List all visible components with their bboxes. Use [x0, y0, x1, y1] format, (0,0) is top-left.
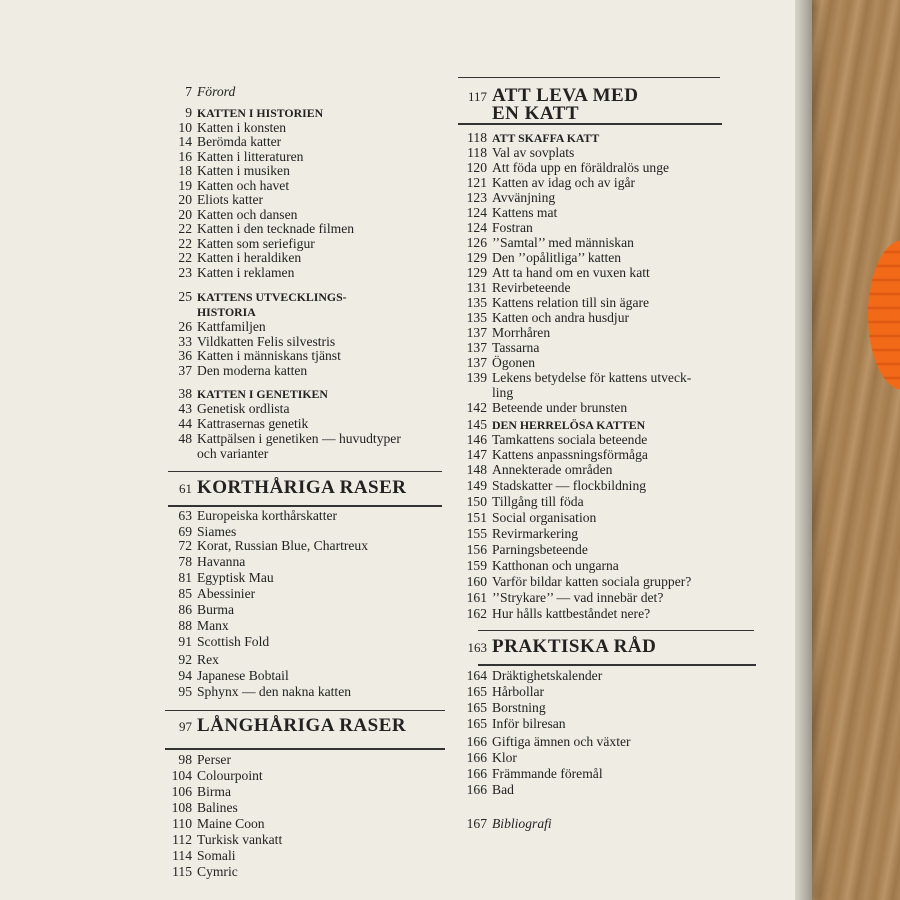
- entry-title: Katten och havet: [197, 178, 290, 193]
- section-title: PRAKTISKA RÅD: [492, 636, 657, 657]
- page-number: 147: [466, 447, 487, 462]
- toc-entry: [160, 386, 328, 402]
- page-number: 7: [185, 84, 192, 99]
- entry-title: Turkisk vankatt: [197, 832, 283, 847]
- page-number: 163: [467, 640, 487, 655]
- section-title: KATTENS UTVECKLINGS-: [197, 290, 347, 304]
- toc-entry: [455, 205, 557, 220]
- page-number: 146: [466, 432, 487, 447]
- entry-title: Social organisation: [492, 510, 597, 525]
- entry-title: Somali: [197, 848, 236, 863]
- toc-entry: [160, 800, 238, 815]
- page-number: 19: [178, 178, 192, 193]
- page-number: 166: [466, 734, 487, 749]
- page-number: 159: [466, 558, 487, 573]
- toc-entry: [160, 401, 290, 416]
- toc-entry: [160, 848, 236, 863]
- entry-title: Dräktighetskalender: [492, 668, 603, 683]
- toc-entry: [455, 145, 574, 160]
- page-number: 14: [178, 134, 192, 149]
- entry-title: Manx: [197, 618, 229, 633]
- entry-title: Egyptisk Mau: [197, 570, 274, 585]
- entry-title: Revirmarkering: [492, 526, 579, 541]
- toc-entry: [160, 634, 269, 649]
- page-number: 129: [466, 265, 487, 280]
- toc-entry: [160, 784, 231, 799]
- toc-entry: [160, 207, 297, 222]
- toc-entry: [455, 668, 602, 683]
- page-number: 120: [466, 160, 487, 175]
- toc-entry: [160, 250, 301, 265]
- entry-title: Katten i musiken: [197, 163, 290, 178]
- toc-entry: [160, 618, 229, 633]
- page-number: 126: [466, 235, 487, 250]
- entry-title: Burma: [197, 602, 234, 617]
- entry-title: Japanese Bobtail: [197, 668, 289, 683]
- entry-title: och varianter: [197, 446, 269, 461]
- entry-title: Varför bildar katten sociala grupper?: [492, 574, 692, 589]
- section-title: EN KATT: [492, 103, 580, 124]
- entry-title: Berömda katter: [197, 134, 282, 149]
- page-number: 139: [466, 370, 487, 385]
- entry-title: ’’Samtal’’ med människan: [492, 235, 634, 250]
- entry-title: Korat, Russian Blue, Chartreux: [197, 538, 369, 553]
- page-number: 33: [178, 334, 192, 349]
- page-number: 22: [178, 221, 192, 236]
- toc-entry: [455, 716, 566, 731]
- toc-entry: [455, 417, 645, 433]
- page-number: 164: [466, 668, 487, 683]
- page-number: 81: [178, 570, 192, 585]
- toc-entry: [160, 265, 294, 280]
- page-number: 22: [178, 236, 192, 251]
- toc-entry: [455, 400, 627, 415]
- page-number: 166: [466, 782, 487, 797]
- toc-entry: [160, 120, 286, 135]
- toc-entry: [160, 586, 255, 601]
- page-number: 22: [178, 250, 192, 265]
- page-number: 44: [178, 416, 192, 431]
- page-number: 137: [466, 355, 487, 370]
- entry-title: Att ta hand om en vuxen katt: [492, 265, 650, 280]
- entry-title: Den moderna katten: [197, 363, 308, 378]
- toc-entry: [160, 334, 335, 349]
- page-number: 142: [466, 400, 487, 415]
- entry-title: Birma: [197, 784, 231, 799]
- entry-title: Katten och dansen: [197, 207, 298, 222]
- page-number: 124: [466, 220, 487, 235]
- page-number: 124: [466, 205, 487, 220]
- page-number: 38: [178, 386, 192, 401]
- toc-entry: [455, 295, 649, 310]
- toc-entry: [160, 652, 219, 667]
- toc-entry: [160, 363, 307, 378]
- entry-title: Sphynx — den nakna katten: [197, 684, 352, 699]
- page-number: 97: [179, 719, 192, 734]
- page-number: 118: [467, 130, 487, 145]
- toc-entry: [455, 574, 691, 589]
- toc-entry: [160, 816, 265, 831]
- toc-entry: [160, 668, 289, 683]
- entry-title: Scottish Fold: [197, 634, 270, 649]
- toc-entry: [455, 355, 535, 370]
- toc-entry: [160, 446, 268, 461]
- entry-title: Europeiska korthårskatter: [197, 508, 338, 523]
- toc-entry: [455, 175, 635, 190]
- toc-entry: [160, 348, 341, 363]
- toc-entry: [160, 602, 234, 617]
- toc-entry: [160, 236, 315, 251]
- toc-entry: [160, 524, 236, 539]
- entry-title: Katthonan och ungarna: [492, 558, 619, 573]
- toc-entry: [160, 477, 407, 498]
- page-number: 162: [466, 606, 487, 621]
- page-number: 88: [178, 618, 192, 633]
- entry-title: Katten i reklamen: [197, 265, 295, 280]
- entry-title: Balines: [197, 800, 238, 815]
- page-number: 85: [178, 586, 192, 601]
- page-number: 20: [178, 207, 192, 222]
- page-number: 121: [466, 175, 487, 190]
- page-number: 129: [466, 250, 487, 265]
- page-number: 18: [178, 163, 192, 178]
- toc-entry: [455, 606, 650, 621]
- toc-entry: [160, 134, 281, 149]
- toc-entry: [160, 684, 351, 699]
- entry-title: Katten som seriefigur: [197, 236, 315, 251]
- toc-entry: [160, 149, 303, 164]
- page-number: 16: [178, 149, 192, 164]
- entry-title: Den ’’opålitliga’’ katten: [492, 250, 622, 265]
- toc-entry: [160, 416, 308, 431]
- entry-title: Kattens mat: [492, 205, 558, 220]
- entry-title: Katten i litteraturen: [197, 149, 304, 164]
- entry-title: ’’Strykare’’ — vad innebär det?: [492, 590, 664, 605]
- divider-rule: [165, 748, 445, 750]
- page-number: 167: [466, 816, 487, 831]
- page-number: 114: [172, 848, 192, 863]
- toc-entry: [160, 289, 347, 305]
- page-number: 94: [178, 668, 192, 683]
- entry-title: Beteende under brunsten: [492, 400, 628, 415]
- toc-entry: [455, 280, 571, 295]
- page-number: 123: [466, 190, 487, 205]
- toc-entry: [455, 130, 599, 146]
- toc-entry: [160, 84, 235, 99]
- entry-title: Borstning: [492, 700, 546, 715]
- entry-title: Katten i heraldiken: [197, 250, 302, 265]
- page-number: 61: [179, 481, 192, 496]
- page-number: 155: [466, 526, 487, 541]
- page-number: 117: [467, 89, 487, 104]
- page-number: 149: [466, 478, 487, 493]
- toc-entry: [160, 752, 231, 767]
- entry-title: Bibliografi: [492, 816, 552, 831]
- toc-entry: [160, 221, 354, 236]
- entry-title: Katten av idag och av igår: [492, 175, 636, 190]
- page-number: 69: [178, 524, 192, 539]
- toc-entry: [455, 558, 619, 573]
- divider-rule: [478, 630, 754, 631]
- toc-entry: [160, 554, 245, 569]
- page-number: 95: [178, 684, 192, 699]
- entry-title: Eliots katter: [197, 192, 264, 207]
- toc-entry: [455, 265, 650, 280]
- toc-entry: [455, 510, 596, 525]
- toc-entry: [455, 85, 639, 106]
- toc-entry: [455, 750, 517, 765]
- entry-title: Katten i den tecknade filmen: [197, 221, 355, 236]
- page-number: 145: [466, 417, 487, 432]
- toc-entry: [160, 832, 282, 847]
- toc-entry: [160, 163, 290, 178]
- toc-entry: [160, 319, 266, 334]
- toc-entry: [455, 190, 555, 205]
- page-number: 9: [185, 105, 192, 120]
- entry-title: Tamkattens sociala beteende: [492, 432, 648, 447]
- page-number: 91: [178, 634, 192, 649]
- entry-title: Vildkatten Felis silvestris: [197, 334, 336, 349]
- page-number: 37: [178, 363, 192, 378]
- section-title: ATT SKAFFA KATT: [492, 131, 600, 145]
- entry-title: Tassarna: [492, 340, 540, 355]
- page-number: 92: [178, 652, 192, 667]
- page-number: 43: [178, 401, 192, 416]
- page-number: 104: [171, 768, 192, 783]
- toc-entry: [455, 220, 533, 235]
- toc-entry: [160, 768, 263, 783]
- toc-entry: [455, 310, 629, 325]
- entry-title: ling: [492, 385, 514, 400]
- toc-entry: [455, 385, 513, 400]
- toc-entry: [160, 192, 263, 207]
- page-number: 106: [171, 784, 192, 799]
- entry-title: Morrhåren: [492, 325, 551, 340]
- page-number: 26: [178, 319, 192, 334]
- page-number: 110: [172, 816, 192, 831]
- entry-title: Kattfamiljen: [197, 319, 266, 334]
- page-number: 166: [466, 750, 487, 765]
- entry-title: Kattrasernas genetik: [197, 416, 309, 431]
- toc-entry: [455, 700, 546, 715]
- page-number: 165: [466, 684, 487, 699]
- entry-title: Ögonen: [492, 355, 536, 370]
- section-title: HISTORIA: [197, 305, 256, 319]
- toc-entry: [455, 447, 648, 462]
- toc-entry: [455, 370, 691, 385]
- entry-title: Maine Coon: [197, 816, 265, 831]
- entry-title: Katten och andra husdjur: [492, 310, 630, 325]
- entry-title: Kattpälsen i genetiken — huvudtyper: [197, 431, 401, 446]
- entry-title: Rex: [197, 652, 219, 667]
- toc-entry: [455, 766, 603, 781]
- entry-title: Cymric: [197, 864, 238, 879]
- toc-entry: [455, 636, 657, 657]
- entry-title: Främmande föremål: [492, 766, 603, 781]
- toc-entry: [455, 325, 550, 340]
- divider-rule: [165, 710, 445, 711]
- entry-title: Abessinier: [197, 586, 256, 601]
- toc-entry: [455, 235, 634, 250]
- page-number: 161: [466, 590, 487, 605]
- page-number: 165: [466, 716, 487, 731]
- page-number: 137: [466, 325, 487, 340]
- entry-title: Stadskatter — flockbildning: [492, 478, 647, 493]
- section-title: DEN HERRELÖSA KATTEN: [492, 418, 646, 432]
- entry-title: Revirbeteende: [492, 280, 571, 295]
- entry-title: Annekterade områden: [492, 462, 613, 477]
- page-number: 108: [171, 800, 192, 815]
- page-number: 115: [172, 864, 192, 879]
- page-number: 25: [178, 289, 192, 304]
- toc-entry: [160, 508, 337, 523]
- toc-entry: [455, 103, 580, 124]
- entry-title: Att föda upp en föräldralös unge: [492, 160, 670, 175]
- page-number: 86: [178, 602, 192, 617]
- toc-entry: [455, 250, 621, 265]
- entry-title: Perser: [197, 752, 231, 767]
- page-number: 36: [178, 348, 192, 363]
- entry-title: Bad: [492, 782, 514, 797]
- toc-entry: [455, 782, 514, 797]
- entry-title: Inför bilresan: [492, 716, 566, 731]
- toc-entry: [455, 542, 588, 557]
- entry-title: Colourpoint: [197, 768, 263, 783]
- entry-title: Havanna: [197, 554, 246, 569]
- entry-title: Giftiga ämnen och växter: [492, 734, 631, 749]
- page-number: 131: [466, 280, 487, 295]
- page-number: 63: [178, 508, 192, 523]
- toc-entry: [455, 684, 544, 699]
- toc-entry: [455, 462, 612, 477]
- page-number: 166: [466, 766, 487, 781]
- toc-entry: [160, 431, 401, 446]
- toc-entry: [455, 432, 647, 447]
- page-number: 20: [178, 192, 192, 207]
- book-cover-edge: [795, 0, 812, 900]
- toc-entry: [160, 304, 256, 320]
- page-number: 151: [466, 510, 487, 525]
- entry-title: Val av sovplats: [492, 145, 575, 160]
- entry-title: Tillgång till föda: [492, 494, 584, 509]
- page-number: 118: [467, 145, 487, 160]
- entry-title: Kattens relation till sin ägare: [492, 295, 650, 310]
- entry-title: Avvänjning: [492, 190, 556, 205]
- toc-entry: [455, 340, 539, 355]
- page-number: 165: [466, 700, 487, 715]
- page-number: 23: [178, 265, 192, 280]
- toc-entry: [160, 178, 289, 193]
- section-title: KATTEN I HISTORIEN: [197, 106, 324, 120]
- page-number: 112: [172, 832, 192, 847]
- toc-entry: [160, 105, 323, 121]
- entry-title: Siames: [197, 524, 237, 539]
- divider-rule: [168, 471, 442, 472]
- toc-entry: [160, 538, 368, 553]
- page-number: 160: [466, 574, 487, 589]
- page-number: 150: [466, 494, 487, 509]
- entry-title: Parningsbeteende: [492, 542, 588, 557]
- divider-rule: [478, 664, 756, 666]
- divider-rule: [458, 77, 720, 78]
- page-number: 72: [178, 538, 192, 553]
- section-title: KATTEN I GENETIKEN: [197, 387, 328, 401]
- page-number: 148: [466, 462, 487, 477]
- entry-title: Lekens betydelse för kattens utveck-: [492, 370, 692, 385]
- toc-entry: [455, 526, 578, 541]
- page-number: 48: [178, 431, 192, 446]
- toc-entry: [455, 478, 646, 493]
- entry-title: Hur hålls kattbeståndet nere?: [492, 606, 651, 621]
- page-number: 10: [178, 120, 192, 135]
- entry-title: Förord: [197, 84, 236, 99]
- section-title: LÅNGHÅRIGA RASER: [197, 715, 407, 736]
- page-number: 156: [466, 542, 487, 557]
- toc-entry: [455, 816, 552, 831]
- section-title: ATT LEVA MED: [492, 85, 639, 106]
- divider-rule: [168, 505, 442, 507]
- entry-title: Hårbollar: [492, 684, 545, 699]
- toc-entry: [160, 570, 274, 585]
- toc-entry: [455, 160, 669, 175]
- entry-title: Klor: [492, 750, 517, 765]
- page-number: 78: [178, 554, 192, 569]
- entry-title: Katten i människans tjänst: [197, 348, 341, 363]
- toc-entry: [160, 715, 407, 736]
- section-title: KORTHÅRIGA RASER: [197, 477, 407, 498]
- page-number: 98: [178, 752, 192, 767]
- entry-title: Katten i konsten: [197, 120, 287, 135]
- toc-entry: [455, 494, 584, 509]
- toc-entry: [455, 590, 663, 605]
- entry-title: Kattens anpassningsförmåga: [492, 447, 648, 462]
- toc-entry: [455, 734, 631, 749]
- page-number: 137: [466, 340, 487, 355]
- entry-title: Fostran: [492, 220, 533, 235]
- page-number: 135: [466, 310, 487, 325]
- page-number: 135: [466, 295, 487, 310]
- entry-title: Genetisk ordlista: [197, 401, 290, 416]
- toc-entry: [160, 864, 238, 879]
